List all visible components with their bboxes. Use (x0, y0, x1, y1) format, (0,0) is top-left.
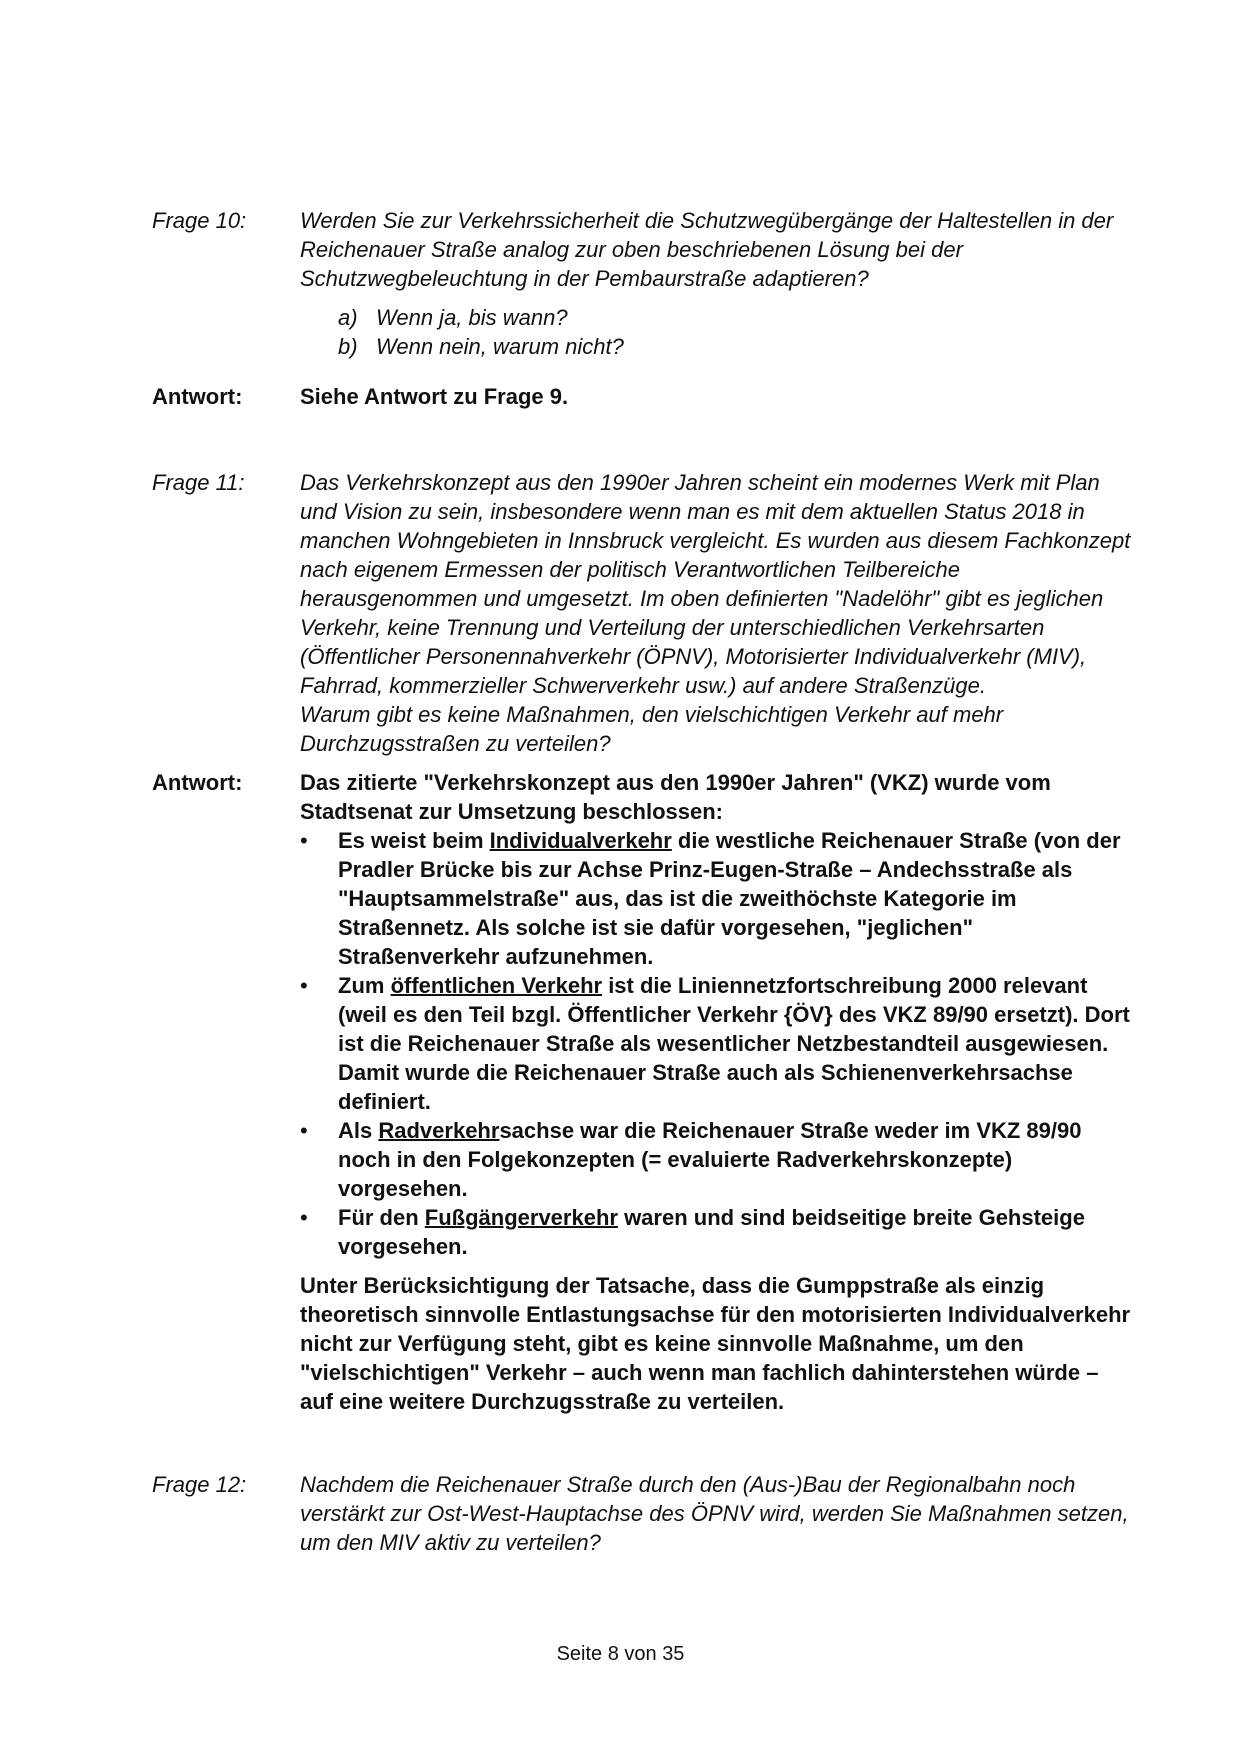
bullet-pre: Es weist beim (338, 828, 490, 853)
question-label: Frage 10: (152, 208, 247, 233)
list-item (300, 1203, 1134, 1261)
bullet-icon: • (300, 1118, 308, 1143)
question-10 (152, 206, 1134, 361)
question-label: Frage 12: (152, 1472, 247, 1497)
sub-question (338, 303, 1134, 332)
answer-text: Siehe Antwort zu Frage 9. (300, 384, 569, 409)
bullet-post: sachse war die Reichenauer Straße weder im VKZ 89/90 noch in den Folgekonzepten (= evaluierte Radverkehrskonzepte) vorgesehen. (338, 1118, 1082, 1201)
bullet-post: die westliche Reichenauer Straße (von der Pradler Brücke bis zur Achse Prinz-Eugen-Straße – Andechsstraße als "Hauptsammelstraße" aus, das ist die zweithöchste Kategorie im Straßennetz. Als solche ist sie dafür vorgesehen, "jeglichen" Straßenverkehr aufzunehmen. (338, 828, 1121, 969)
sub-question (338, 332, 1134, 361)
list-item (300, 1116, 1134, 1203)
answer-label: Antwort: (152, 770, 243, 795)
bullet-pre: Als (338, 1118, 379, 1143)
list-item (300, 971, 1134, 1116)
question-text: Werden Sie zur Verkehrssicherheit die Schutzwegübergänge der Haltestellen in der Reichenauer Straße analog zur oben beschriebenen Lösung bei der Schutzwegbeleuchtung in der Pembaurstraße adaptieren? (300, 208, 1114, 291)
sub-question-mark: a) (338, 305, 358, 330)
question-12 (152, 1470, 1134, 1557)
answer-intro: Das zitierte "Verkehrskonzept aus den 1990er Jahren" (VKZ) wurde vom Stadtsenat zur Umsetzung beschlossen: (300, 770, 1051, 824)
sub-question-list (338, 303, 1134, 361)
bullet-icon: • (300, 973, 308, 998)
bullet-underlined: Radverkehr (378, 1118, 500, 1143)
question-text: Das Verkehrskonzept aus den 1990er Jahren scheint ein modernes Werk mit Plan und Vision zu sein, insbesondere wenn man es mit dem aktuellen Status 2018 in manchen Wohngebieten in Innsbruck vergleicht. Es wurden aus diesem Fachkonzept nach eigenem Ermessen der politisch Verantwortlichen Teilbereiche herausgenommen und umgesetzt. Im oben definierten "Nadelöhr" gibt es jeglichen Verkehr, keine Trennung und Verteilung der unterschiedlichen Verkehrsarten (Öffentlicher Personennahverkehr (ÖPNV), Motorisierter Individualverkehr (MIV), Fahrrad, kommerzieller Schwerverkehr usw.) auf andere Straßenzüge. (300, 470, 1131, 698)
sub-question-text: Wenn ja, bis wann? (376, 305, 568, 330)
question-text: Nachdem die Reichenauer Straße durch den (Aus-)Bau der Regionalbahn noch verstärkt zur Ost-West-Hauptachse des ÖPNV wird, werden Sie Maßnahmen setzen, um den MIV aktiv zu verteilen? (300, 1472, 1129, 1555)
answer-label: Antwort: (152, 384, 243, 409)
answer-11 (152, 768, 1134, 1416)
page-number: Seite 8 von 35 (556, 1643, 685, 1665)
answer-10 (152, 382, 1134, 411)
bullet-pre: Für den (338, 1205, 425, 1230)
bullet-icon: • (300, 1205, 308, 1230)
sub-question-mark: b) (338, 334, 358, 359)
sub-question-text: Wenn nein, warum nicht? (376, 334, 624, 359)
answer-conclusion: Unter Berücksichtigung der Tatsache, dass die Gumppstraße als einzig theoretisch sinnvolle Entlastungsachse für den motorisierten Individualverkehr nicht zur Verfügung steht, gibt es keine sinnvolle Maßnahme, um den "vielschichtigen" Verkehr – auch wenn man fachlich dahinterstehen würde – auf eine weitere Durchzugsstraße zu verteilen. (300, 1273, 1131, 1414)
bullet-underlined: Individualverkehr (489, 828, 672, 853)
bullet-pre: Zum (338, 973, 391, 998)
list-item (300, 826, 1134, 971)
answer-bullet-list (300, 826, 1134, 1261)
question-label: Frage 11: (152, 470, 245, 495)
bullet-underlined: öffentlichen Verkehr (390, 973, 603, 998)
question-text-2: Warum gibt es keine Maßnahmen, den vielschichtigen Verkehr auf mehr Durchzugsstraßen zu verteilen? (300, 702, 1004, 756)
bullet-post: ist die Liniennetzfortschreibung 2000 relevant (weil es den Teil bzgl. Öffentlicher Verkehr {ÖV} des VKZ 89/90 ersetzt). Dort ist die Reichenauer Straße als wesentlicher Netzbestandteil ausgewiesen. Damit wurde die Reichenauer Straße auch als Schienenverkehrsachse definiert. (338, 973, 1130, 1114)
bullet-icon: • (300, 828, 308, 853)
bullet-post: waren und sind beidseitige breite Gehsteige vorgesehen. (338, 1205, 1085, 1259)
question-11 (152, 468, 1134, 758)
bullet-underlined: Fußgängerverkehr (424, 1205, 618, 1230)
